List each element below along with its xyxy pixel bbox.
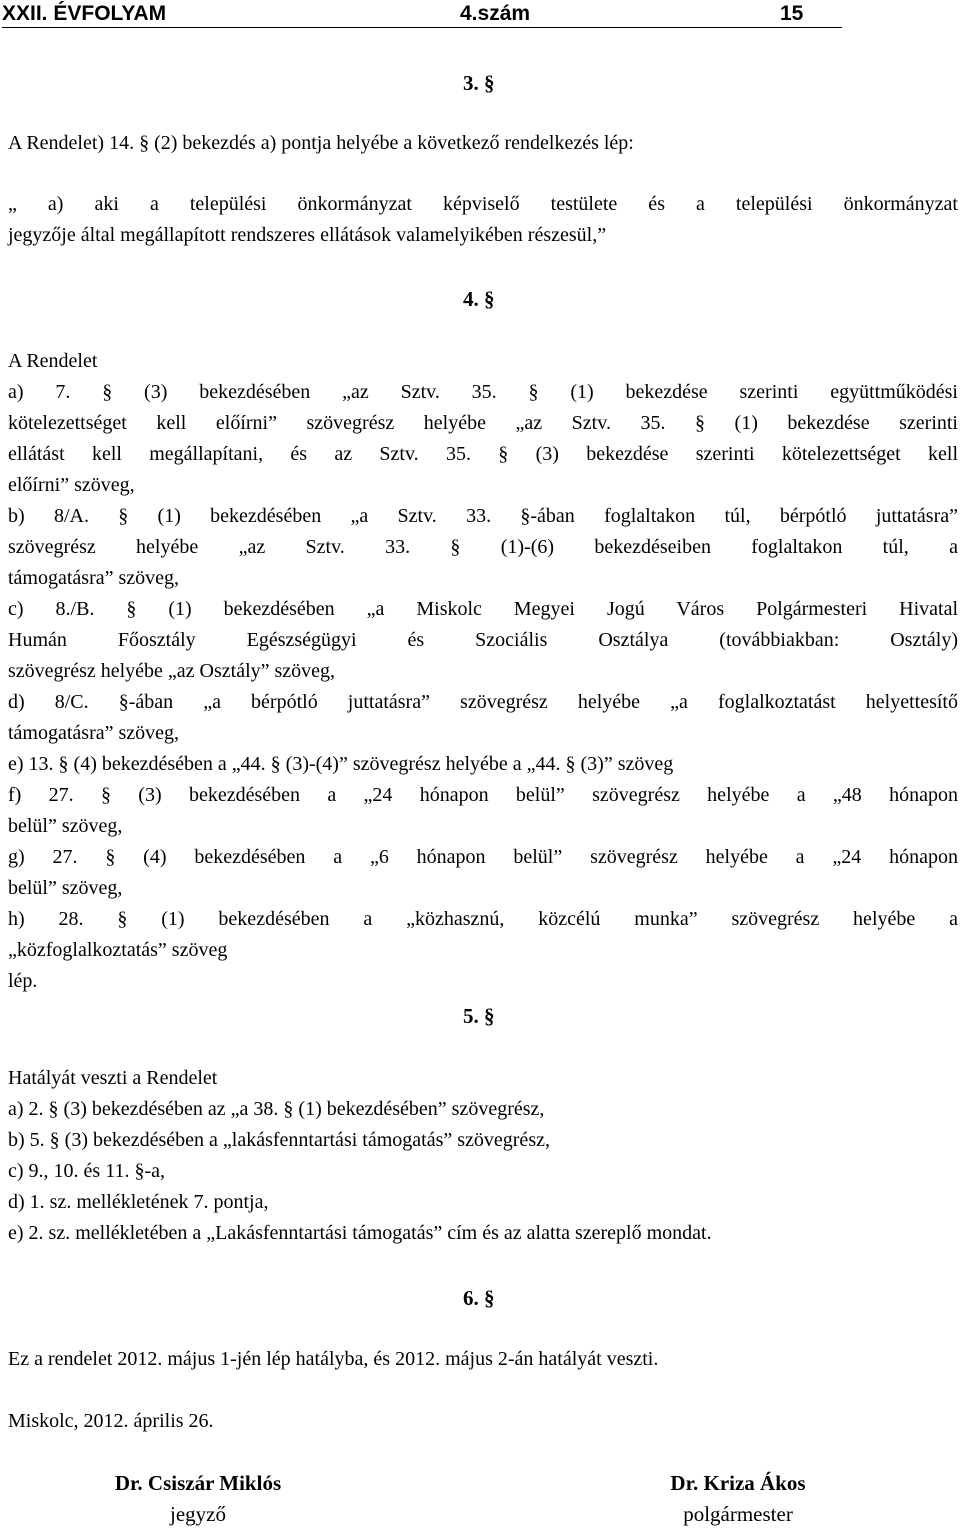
section-4-title: 4. § <box>463 287 495 311</box>
section-3-title: 3. § <box>463 71 495 95</box>
body-line: Humán Főosztály Egészségügyi és Szociális Osztálya (továbbiakban: Osztály) <box>8 629 958 651</box>
body-line: támogatásra” szöveg, <box>8 722 180 744</box>
volume-label: XXII. ÉVFOLYAM <box>2 2 167 25</box>
signatory-name: Dr. Kriza Ákos <box>670 1471 806 1495</box>
body-line: e) 2. sz. mellékletében a „Lakásfenntartási támogatás” cím és az alatta szereplő mondat. <box>8 1222 712 1244</box>
body-line: f) 27. § (3) bekezdésében a „24 hónapon belül” szövegrész helyébe a „48 hónapon <box>8 784 958 806</box>
section-6-title: 6. § <box>463 1286 495 1310</box>
signatory-title: polgármester <box>683 1502 793 1526</box>
body-line: ellátást kell megállapítani, és az Sztv. 35. § (3) bekezdése szerinti kötelezettséget kell <box>8 443 958 465</box>
place-date: Miskolc, 2012. április 26. <box>8 1410 214 1432</box>
body-line: d) 8/C. §-ában „a bérpótló juttatásra” szövegrész helyébe „a foglalkoztatást helyettesítő <box>8 691 958 713</box>
issue-label: 4.szám <box>460 2 531 25</box>
section-4-body <box>8 346 958 997</box>
section-3-quote <box>8 189 958 251</box>
quote-line: jegyzője által megállapított rendszeres ellátások valamelyikében részesül,” <box>8 224 607 246</box>
section-3-intro: A Rendelet) 14. § (2) bekezdés a) pontja helyébe a következő rendelkezés lép: <box>8 132 634 154</box>
body-line: h) 28. § (1) bekezdésében a „közhasznú, közcélú munka” szövegrész helyébe a <box>8 908 958 930</box>
signatory-name: Dr. Csiszár Miklós <box>114 1471 282 1495</box>
signatory-title: jegyző <box>170 1502 226 1526</box>
signature-right <box>608 1468 868 1530</box>
body-line: b) 5. § (3) bekezdésében a „lakásfenntartási támogatás” szövegrész, <box>8 1129 550 1151</box>
signature-left <box>68 1468 328 1530</box>
body-line: g) 27. § (4) bekezdésében a „6 hónapon belül” szövegrész helyébe a „24 hónapon <box>8 846 958 868</box>
section-6-text: Ez a rendelet 2012. május 1-jén lép hatályba, és 2012. május 2-án hatályát veszti. <box>8 1348 659 1370</box>
body-line: d) 1. sz. mellékletének 7. pontja, <box>8 1191 269 1213</box>
body-line: belül” szöveg, <box>8 877 123 899</box>
body-line: támogatásra” szöveg, <box>8 567 180 589</box>
body-line: e) 13. § (4) bekezdésében a „44. § (3)-(4)” szövegrész helyébe a „44. § (3)” szöveg <box>8 753 674 775</box>
body-line: lép. <box>8 970 38 992</box>
body-line: a) 2. § (3) bekezdésében az „a 38. § (1) bekezdésében” szövegrész, <box>8 1098 545 1120</box>
body-line: b) 8/A. § (1) bekezdésében „a Sztv. 33. §-ában foglaltakon túl, bérpótló juttatásra” <box>8 505 958 527</box>
section-5-body <box>8 1063 958 1249</box>
body-line: szövegrész helyébe „az Sztv. 33. § (1)-(6) bekezdéseiben foglaltakon túl, a <box>8 536 958 558</box>
body-line: a) 7. § (3) bekezdésében „az Sztv. 35. § (1) bekezdése szerinti együttműködési <box>8 381 958 403</box>
page-number: 15 <box>780 2 804 25</box>
quote-line: „ a) aki a települési önkormányzat képviselő testülete és a települési önkormányzat <box>8 193 958 215</box>
section-5-title: 5. § <box>463 1004 495 1028</box>
body-line: szövegrész helyébe „az Osztály” szöveg, <box>8 660 336 682</box>
body-line: előírni” szöveg, <box>8 474 135 496</box>
body-line: A Rendelet <box>8 350 98 372</box>
page-header <box>2 1 842 28</box>
body-line: c) 8./B. § (1) bekezdésében „a Miskolc Megyei Jogú Város Polgármesteri Hivatal <box>8 598 958 620</box>
body-line: belül” szöveg, <box>8 815 123 837</box>
body-line: „közfoglalkoztatás” szöveg <box>8 939 228 961</box>
body-line: Hatályát veszti a Rendelet <box>8 1067 218 1089</box>
body-line: c) 9., 10. és 11. §-a, <box>8 1160 165 1182</box>
body-line: kötelezettséget kell előírni” szövegrész helyébe „az Sztv. 35. § (1) bekezdése szerinti <box>8 412 958 434</box>
